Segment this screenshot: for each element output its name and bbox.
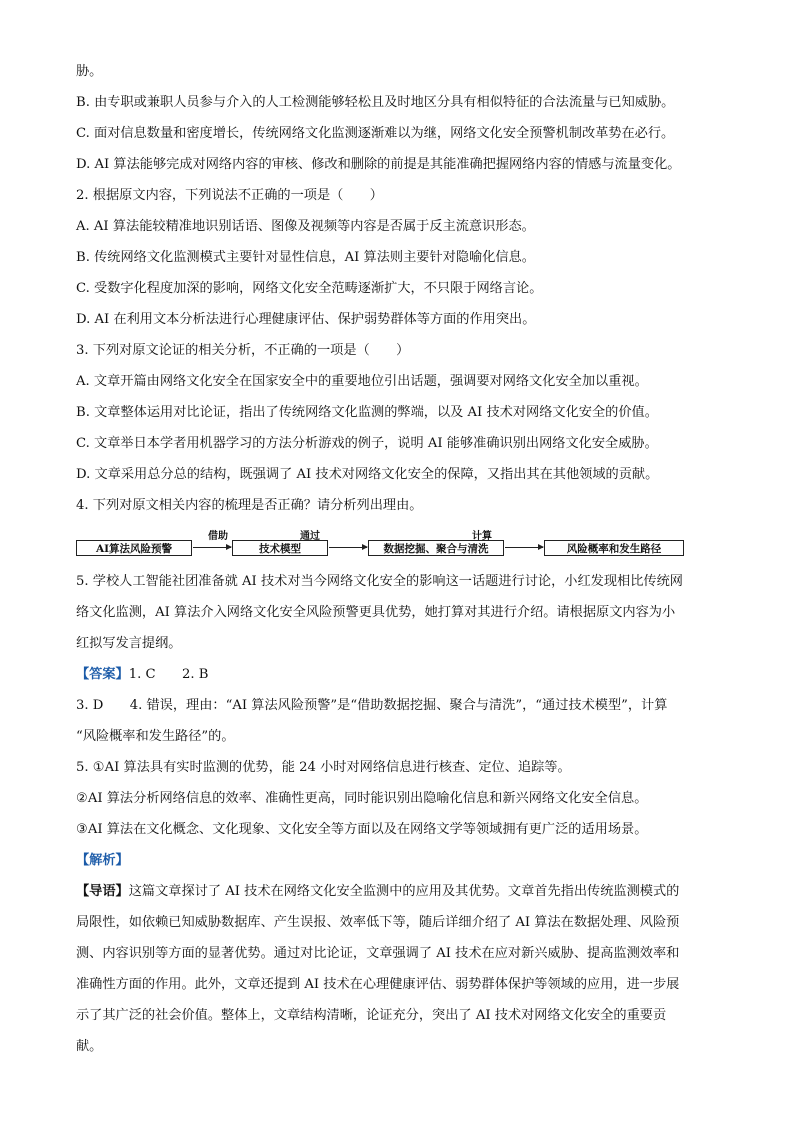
option-b-line: B. 文章整体运用对比论证，指出了传统网络文化监测的弊端，以及 AI 技术对网络文化安全的价值。	[76, 405, 658, 420]
flow-arrow-label: 通过	[300, 531, 320, 542]
option-d-line: D. AI 在利用文本分析法进行心理健康评估、保护弱势群体等方面的作用突出。	[76, 312, 536, 327]
option-a-line: A. AI 算法能较精准地识别话语、图像及视频等内容是否属于反主流意识形态。	[76, 219, 535, 234]
flow-arrow	[505, 547, 543, 548]
analysis-label: 【解析】	[76, 853, 129, 868]
answer-label: 【答案】	[76, 667, 129, 682]
question-5: 5. 学校人工智能社团准备就 AI 技术对当今网络文化安全的影响这一话题进行讨论，小红发现相比传统网	[76, 574, 683, 589]
answer-text: 1. C 2. B	[128, 667, 209, 682]
analysis-line: 献。	[76, 1039, 103, 1054]
answer-line: 5. ①AI 算法具有实时监测的优势，能 24 小时对网络信息进行核查、定位、追踪等。	[76, 760, 571, 775]
option-a-line: A. 文章开篇由网络文化安全在国家安全中的重要地位引出话题，强调要对网络文化安全加以重视。	[76, 374, 648, 389]
question-3: 3. 下列对原文论证的相关分析，不正确的一项是（ ）	[76, 343, 410, 358]
question-2: 2. 根据原文内容，下列说法不正确的一项是（ ）	[76, 188, 383, 203]
flow-arrow-label: 借助	[208, 531, 228, 542]
flow-box-risk-warning: AI算法风险预警	[76, 540, 192, 556]
answer-line	[76, 665, 736, 685]
analysis-heading	[76, 851, 736, 871]
analysis-line: 准确性方面的作用。此外，文章还提到 AI 技术在心理健康评估、弱势群体保护等领域的应用，进一步展	[76, 977, 680, 992]
option-c-line: C. 面对信息数量和密度增长，传统网络文化监测逐渐难以为继，网络文化安全预警机制改革势在必行。	[76, 126, 675, 141]
flow-diagram	[76, 531, 716, 560]
option-d-line: D. 文章采用总分总的结构，既强调了 AI 技术对网络文化安全的保障，又指出其在其他领域的贡献。	[76, 467, 659, 482]
option-b-line: B. 由专职或兼职人员参与介入的人工检测能够轻松且及时地区分具有相似特征的合法流量与已知威胁。	[76, 95, 675, 110]
question-5-cont: 红拟写发言提纲。	[76, 636, 182, 651]
answer-line: ②AI 算法分析网络信息的效率、准确性更高，同时能识别出隐喻化信息和新兴网络文化安全信息。	[76, 791, 648, 806]
guide-text: 这篇文章探讨了 AI 技术在网络文化安全监测中的应用及其优势。文章首先指出传统监测模式的	[128, 884, 680, 899]
analysis-line: 局限性，如依赖已知威胁数据库、产生误报、效率低下等，随后详细介绍了 AI 算法在数据处理、风险预	[76, 915, 680, 930]
question-5-cont: 络文化监测，AI 算法介入网络文化安全风险预警更具优势，她打算对其进行介绍。请根据原文内容为小	[76, 605, 676, 620]
flow-box-tech-model: 技术模型	[232, 540, 328, 556]
option-c-line: C. 文章举日本学者用机器学习的方法分析游戏的例子，说明 AI 能够准确识别出网络文化安全威胁。	[76, 436, 658, 451]
answer-line: 3. D 4. 错误，理由：“AI 算法风险预警”是“借助数据挖掘、聚合与清洗”，“通过技术模型”，计算	[76, 698, 668, 713]
flow-box-data-mining: 数据挖掘、聚合与清洗	[368, 540, 504, 556]
analysis-line: 测、内容识别等方面的显著优势。通过对比论证，文章强调了 AI 技术在应对新兴威胁、提高监测效率和	[76, 946, 680, 961]
analysis-line	[76, 882, 736, 902]
flow-box-risk-probability: 风险概率和发生路径	[544, 540, 684, 556]
option-d-line: D. AI 算法能够完成对网络内容的审核、修改和删除的前提是其能准确把握网络内容的情感与流量变化。	[76, 157, 681, 172]
flow-arrow	[329, 547, 367, 548]
flow-arrow	[193, 547, 231, 548]
guide-label: 【导语】	[76, 884, 129, 899]
text-line: 胁。	[76, 64, 103, 79]
option-b-line: B. 传统网络文化监测模式主要针对显性信息，AI 算法则主要针对隐喻化信息。	[76, 250, 535, 265]
question-4: 4. 下列对原文相关内容的梳理是否正确？请分析列出理由。	[76, 498, 423, 513]
analysis-line: 示了其广泛的社会价值。整体上，文章结构清晰，论证充分，突出了 AI 技术对网络文化安全的重要贡	[76, 1008, 667, 1023]
answer-line: ③AI 算法在文化概念、文化现象、文化安全等方面以及在网络文学等领域拥有更广泛的适用场景。	[76, 822, 648, 837]
answer-line: “风险概率和发生路径”的。	[76, 729, 235, 744]
option-c-line: C. 受数字化程度加深的影响，网络文化安全范畴逐渐扩大，不只限于网络言论。	[76, 281, 543, 296]
flow-arrow-label: 计算	[472, 531, 492, 542]
